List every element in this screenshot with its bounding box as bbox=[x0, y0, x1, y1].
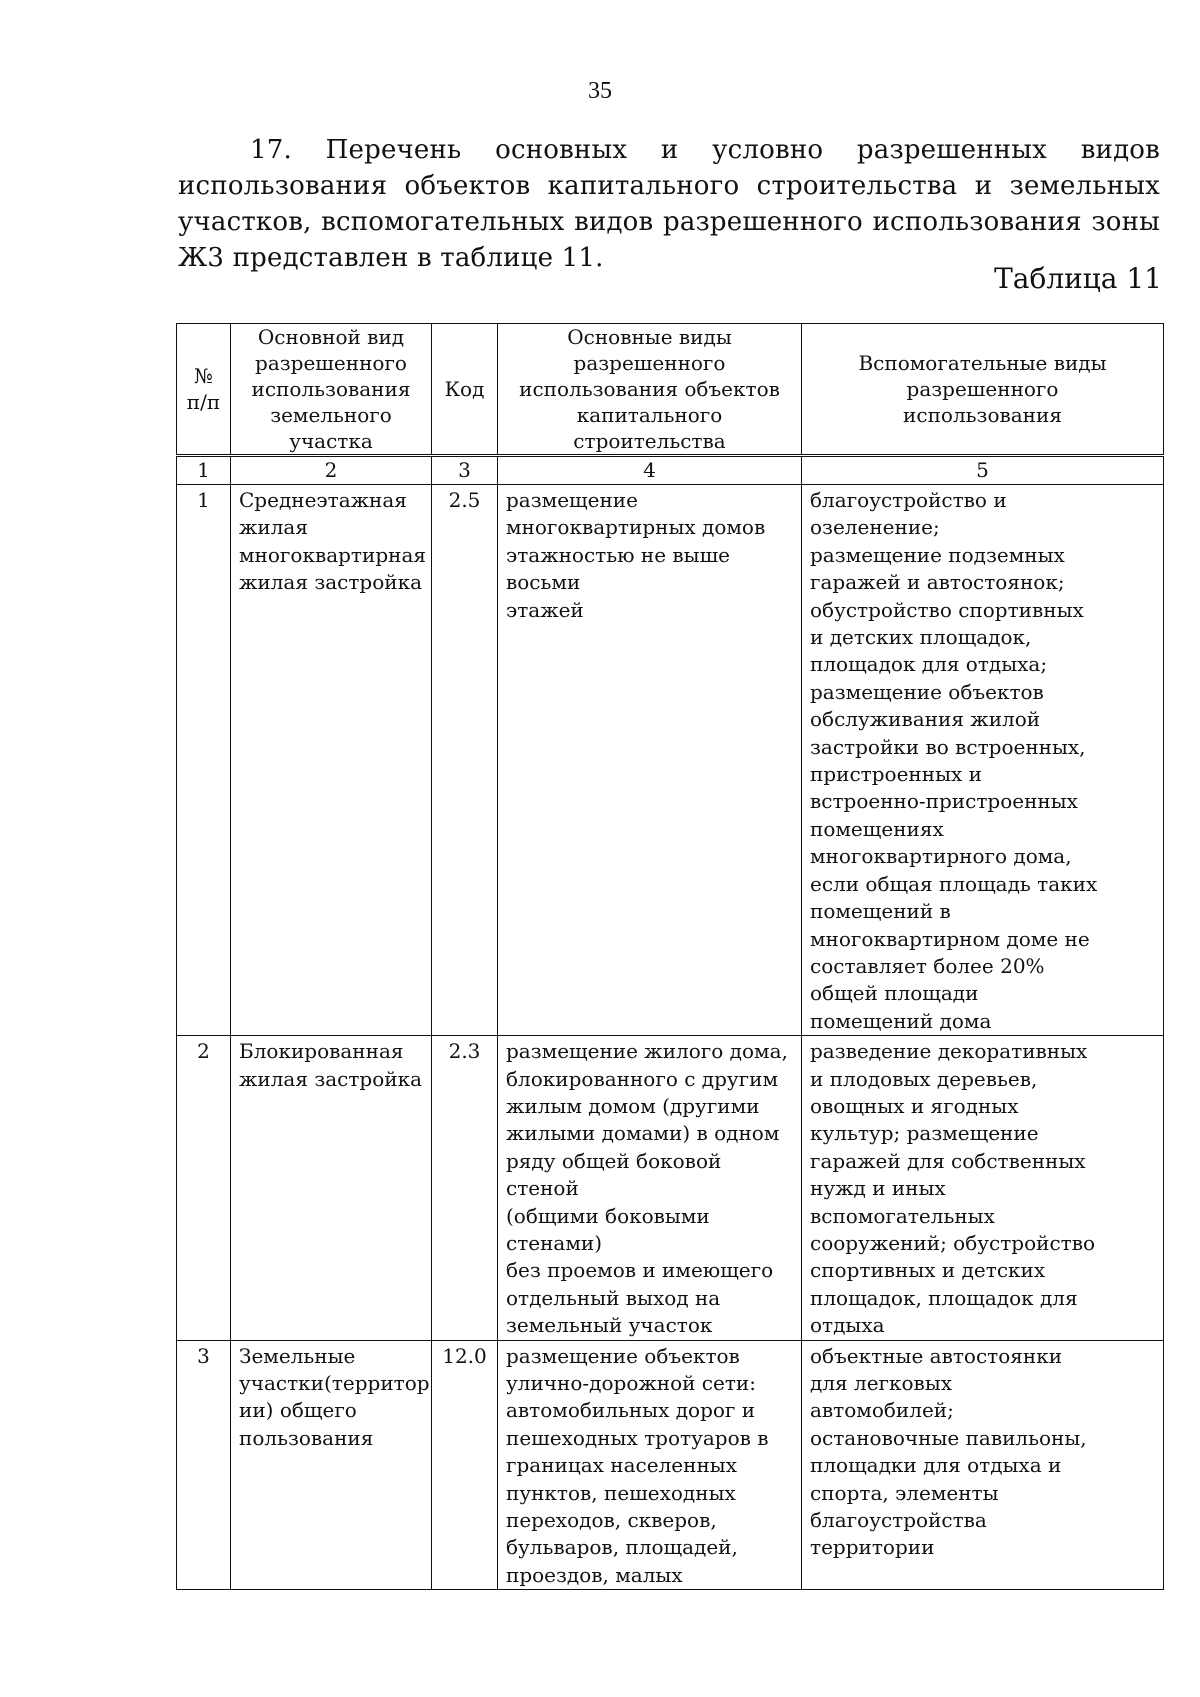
aux-uses-cell: разведение декоративных и плодовых деревьев, овощных и ягодных культур; размещение гаражей для собственных нужд и иных вспомогательных сооружений; обустройство спортивных и детских площадок, площадок для отдыха bbox=[802, 1036, 1164, 1340]
header-land-use: Основной вид разрешенного использования земельного участка bbox=[231, 324, 432, 456]
land-use-table bbox=[176, 323, 1164, 1590]
table-row bbox=[177, 485, 1164, 1036]
header-no: № п/п bbox=[177, 324, 231, 456]
column-number: 2 bbox=[231, 456, 432, 485]
table-row bbox=[177, 1036, 1164, 1340]
land-use-cell: Блокированная жилая застройка bbox=[231, 1036, 432, 1340]
intro-paragraph: 17. Перечень основных и условно разрешенных видов использования объектов капитального строительства и земельных участков, вспомогательных видов разрешенного использования зоны Ж3 представлен в таблице 11. bbox=[178, 135, 1160, 273]
row-number: 1 bbox=[177, 485, 231, 1036]
column-number-row bbox=[177, 456, 1164, 485]
main-uses-cell: размещение объектов улично-дорожной сети: автомобильных дорог и пешеходных тротуаров в границах населенных пунктов, пешеходных переходов, скверов, бульваров, площадей, проездов, малых bbox=[498, 1340, 802, 1590]
row-number: 2 bbox=[177, 1036, 231, 1340]
land-use-cell: Среднеэтажная жилая многоквартирная жилая застройка bbox=[231, 485, 432, 1036]
header-main-uses: Основные виды разрешенного использования объектов капитального строительства bbox=[498, 324, 802, 456]
land-use-cell: Земельные участки(территор ии) общего пользования bbox=[231, 1340, 432, 1590]
column-number: 1 bbox=[177, 456, 231, 485]
code-cell: 2.3 bbox=[432, 1036, 498, 1340]
table-header-row bbox=[177, 324, 1164, 456]
code-cell: 12.0 bbox=[432, 1340, 498, 1590]
aux-uses-cell: объектные автостоянки для легковых автомобилей; остановочные павильоны, площадки для отдыха и спорта, элементы благоустройства территории bbox=[802, 1340, 1164, 1590]
column-number: 5 bbox=[802, 456, 1164, 485]
header-aux-uses: Вспомогательные виды разрешенного использования bbox=[802, 324, 1164, 456]
table-row bbox=[177, 1340, 1164, 1590]
page-number: 35 bbox=[588, 78, 612, 104]
main-uses-cell: размещение многоквартирных домов этажностью не выше восьми этажей bbox=[498, 485, 802, 1036]
table-caption: Таблица 11 bbox=[994, 262, 1162, 295]
column-number: 3 bbox=[432, 456, 498, 485]
header-code: Код bbox=[432, 324, 498, 456]
column-number: 4 bbox=[498, 456, 802, 485]
code-cell: 2.5 bbox=[432, 485, 498, 1036]
aux-uses-cell: благоустройство и озеленение; размещение подземных гаражей и автостоянок; обустройство спортивных и детских площадок, площадок для отдыха; размещение объектов обслуживания жилой застройки во встроенных, пристроенных и встроенно-пристроенных помещениях многоквартирного дома, если общая площадь таких помещений в многоквартирном доме не составляет более 20% общей площади помещений дома bbox=[802, 485, 1164, 1036]
row-number: 3 bbox=[177, 1340, 231, 1590]
main-uses-cell: размещение жилого дома, блокированного с другим жилым домом (другими жилыми домами) в одном ряду общей боковой стеной (общими боковыми стенами) без проемов и имеющего отдельный выход на земельный участок bbox=[498, 1036, 802, 1340]
